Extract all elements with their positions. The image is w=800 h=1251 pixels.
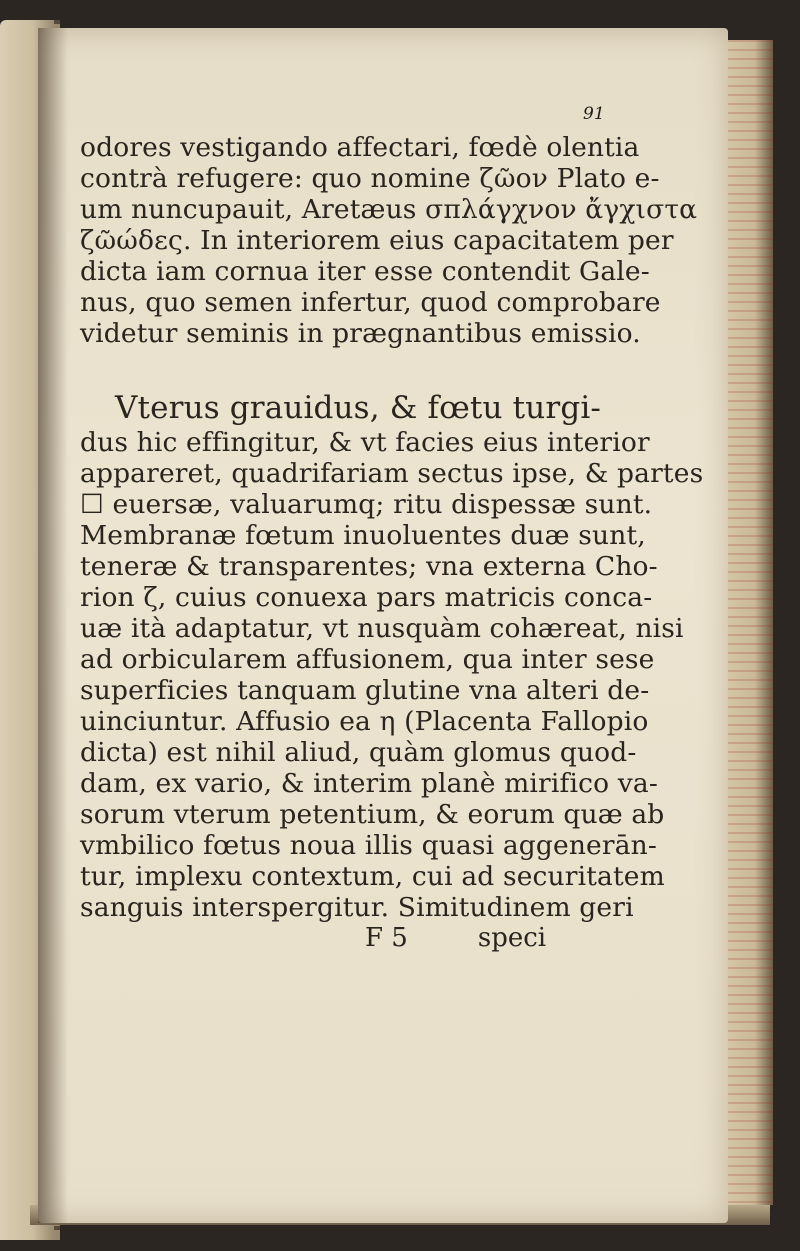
text-line: contrà refugere: quo nomine ζῶον Plato e- [80,163,660,194]
text-line: teneræ & transparentes; vna externa Cho- [80,551,658,582]
text-line: sanguis interspergitur. Simitudinem geri [80,892,634,923]
text-line: ☐ euersæ, valuarumq; ritu dispessæ sunt. [80,489,653,520]
page-number: 91 [583,104,605,124]
text-line: uæ ità adaptatur, vt nusquàm cohæreat, nisi [80,613,684,644]
text-line: ζῶώδες. In interiorem eius capacitatem per [80,225,674,256]
signature-mark: F 5 [365,923,408,953]
text-line: vmbilico fœtus noua illis quasi aggenerān- [80,830,657,861]
binding-shadow [38,28,68,1223]
text-line: videtur seminis in prægnantibus emissio. [80,318,641,349]
text-line: dam, ex vario, & interim planè mirifico va- [80,768,658,799]
text-line: dus hic effingitur, & vt facies eius interior [80,427,650,458]
text-line: nus, quo semen infertur, quod comprobare [80,287,661,318]
catchword: speci [477,923,547,953]
text-line: appareret, quadrifariam sectus ipse, & partes [80,458,704,489]
text-line: Membranæ fœtum inuoluentes duæ sunt, [80,520,646,551]
text-line: ad orbicularem affusionem, qua inter sese [80,644,655,675]
text-line: dicta) est nihil aliud, quàm glomus quod- [80,737,637,768]
text-line: odores vestigando affectari, fœdè olentia [80,132,640,163]
text-line: uinciuntur. Affusio ea η (Placenta Fallopio [80,706,649,737]
page-text [80,104,704,954]
section-heading: Vterus grauidus, & fœtu turgi- [115,390,602,426]
text-line: dicta iam cornua iter esse contendit Gale- [80,256,650,287]
footer-line [80,923,620,954]
text-line: tur, implexu contextum, cui ad securitatem [80,861,665,892]
page-fore-edge [728,40,773,1205]
text-line: sorum vterum petentium, & eorum quæ ab [80,799,665,830]
text-line: um nuncupauit, Aretæus σπλάγχνον ἄγχιστα [80,194,698,225]
text-line: superficies tanquam glutine vna alteri de- [80,675,650,706]
text-line: rion ζ, cuius conuexa pars matricis conca- [80,582,653,613]
